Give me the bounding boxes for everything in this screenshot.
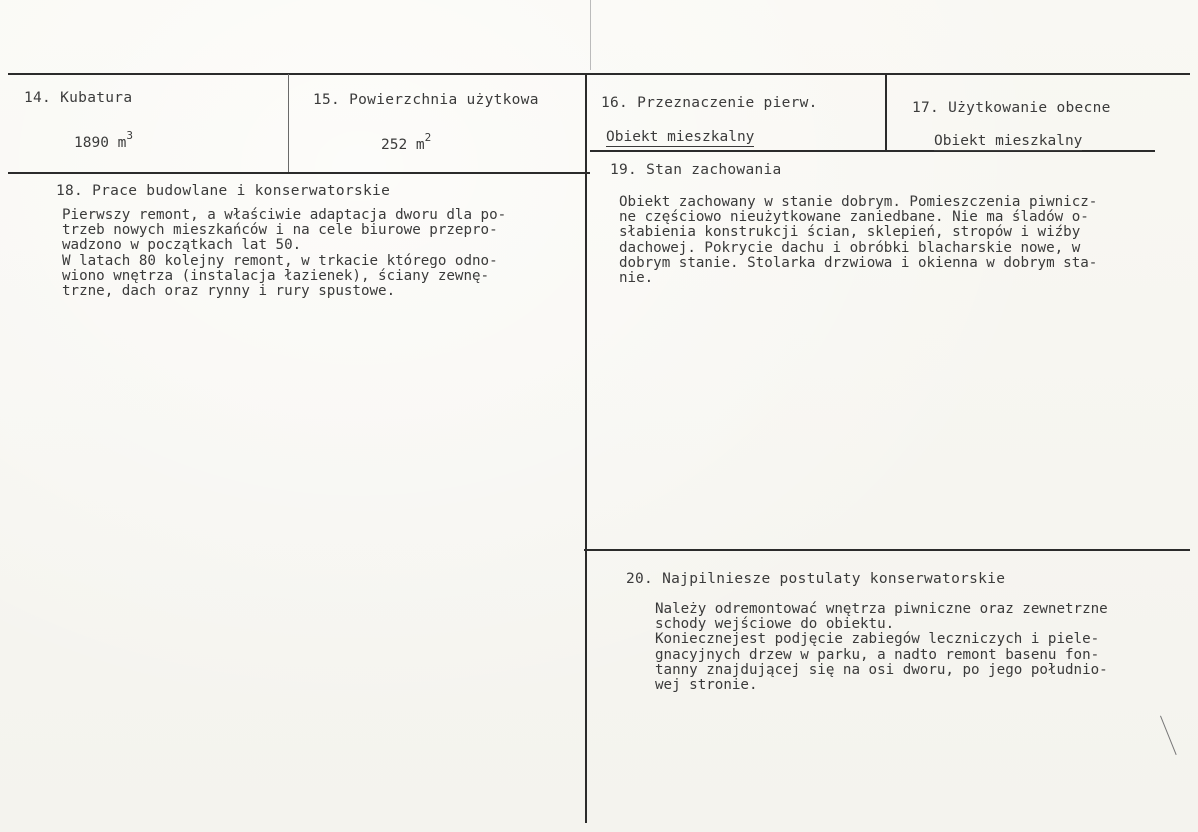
row1-bottom-rule-left: [8, 172, 590, 174]
field-18-text: [62, 208, 506, 299]
field-14-label: 14. Kubatura: [24, 90, 133, 106]
field-16-value: Obiekt mieszkalny: [606, 129, 755, 145]
field-19-label: 19. Stan zachowania: [610, 162, 782, 178]
field-19-line: słabienia konstrukcji ścian, sklepień, stropów i wiźby: [619, 224, 1081, 241]
field-18-line: wiono wnętrza (instalacja łazienek), ściany zewnę-: [62, 267, 490, 284]
pen-stroke-mark: [1160, 716, 1177, 755]
field-19-line: dachowej. Pokrycie dachu i obróbki blacharskie nowe, w: [619, 239, 1081, 256]
field-16-label: 16. Przeznaczenie pierw.: [601, 95, 818, 111]
field-14-number: 1890 m: [74, 134, 127, 151]
field-17-value: Obiekt mieszkalny: [934, 133, 1083, 149]
field-20-line: schody wejściowe do obiektu.: [655, 616, 895, 633]
field-19-line: ne częściowo nieużytkowane zaniedbane. Nie ma śladów o-: [619, 209, 1089, 226]
field-14-value: [74, 131, 133, 151]
field-18-line: Pierwszy remont, a właściwie adaptacja dworu dla po-: [62, 207, 507, 223]
divider-16-17: [885, 74, 887, 150]
field-18-label: 18. Prace budowlane i konserwatorskie: [56, 183, 391, 199]
field-19-line: dobrym stanie. Stolarka drzwiowa i okienna w dobrym sta-: [619, 254, 1098, 271]
field-20-line: Należy odremontować wnętrza piwniczne oraz zewnetrzne: [655, 601, 1108, 617]
center-divider: [585, 73, 587, 823]
divider-14-15: [288, 74, 289, 172]
top-center-tick: [590, 0, 591, 70]
field-19-line: nie.: [619, 270, 654, 287]
field-19-line: Obiekt zachowany w stanie dobrym. Pomieszczenia piwnicz-: [619, 194, 1098, 210]
field-18-line: W latach 80 kolejny remont, w trkacie którego odno-: [62, 252, 498, 269]
field-15-number: 252 m: [381, 136, 425, 153]
field-20-line: gnacyjnych drzew w parku, a nadto remont basenu fon-: [655, 646, 1100, 663]
section20-top-rule: [584, 549, 1190, 551]
field-20-line: Koniecznejest podjęcie zabiegów leczniczych i piele-: [655, 631, 1100, 648]
field-20-line: tanny znajdującej się na osi dworu, po jego południo-: [655, 661, 1108, 678]
top-rule: [8, 73, 1190, 75]
field-18-line: trzne, dach oraz rynny i rury spustowe.: [62, 283, 396, 300]
field-15-unit-exponent: 2: [424, 131, 432, 144]
field-15-value: [381, 133, 431, 153]
field-20-label: 20. Najpilniesze postulaty konserwatorskie: [626, 571, 1006, 587]
field-19-text: [619, 195, 1097, 286]
field-18-line: trzeb nowych mieszkańców i na cele biurowe przepro-: [62, 222, 498, 239]
field-17-label: 17. Użytkowanie obecne: [912, 100, 1111, 116]
field-20-line: wej stronie.: [655, 677, 758, 694]
field-14-unit-exponent: 3: [126, 129, 134, 142]
field-15-label: 15. Powierzchnia użytkowa: [313, 92, 539, 108]
field-20-text: [655, 602, 1108, 693]
field-18-line: wadzono w początkach lat 50.: [62, 237, 302, 254]
